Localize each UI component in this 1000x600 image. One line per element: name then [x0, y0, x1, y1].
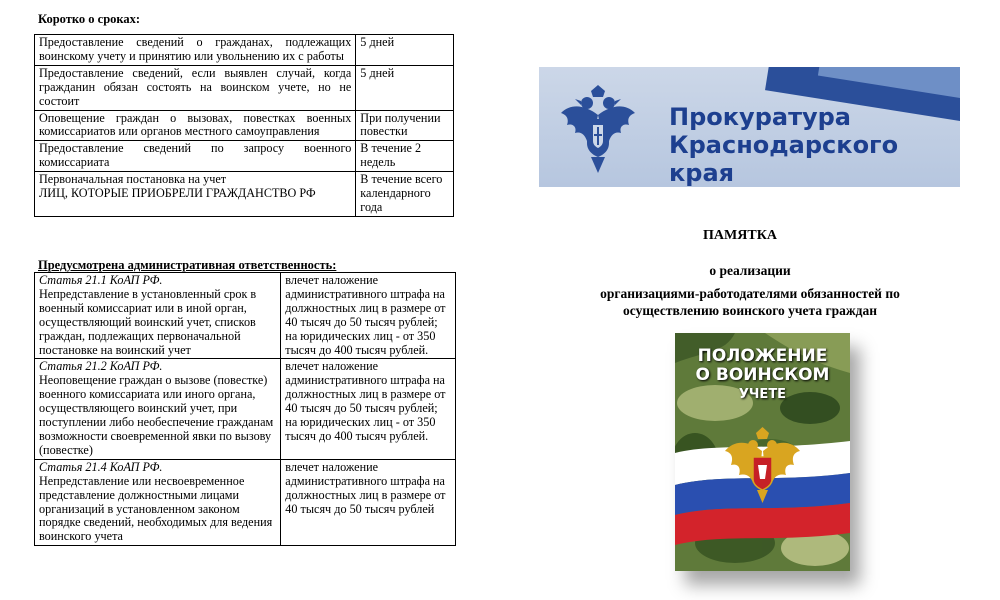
article-label: Статья 21.1 КоАП РФ. [39, 273, 163, 287]
table-row [35, 141, 454, 172]
book-title-line: УЧЕТЕ [738, 387, 787, 402]
penalties-heading: Предусмотрена административная ответственность: [38, 258, 337, 272]
term-description: Предоставление сведений, если выявлен случай, когда гражданин обязан состоять на воинском учете, но не состоит [35, 65, 356, 110]
left-page [0, 0, 480, 600]
violation-cell [35, 273, 281, 359]
term-description [35, 172, 356, 217]
table-row [35, 35, 454, 66]
banner-title [669, 103, 960, 187]
violation-text: Непредставление или несвоевременное представление должностными лицами организаций в установленном законом порядке сведений, необходимых для ведения воинского учета [39, 473, 273, 544]
book-title-line: О ВОИНСКОМ [695, 365, 830, 385]
table-row [35, 459, 456, 545]
memo-subtitle [520, 262, 980, 319]
article-label: Статья 21.2 КоАП РФ. [39, 359, 163, 374]
book-title [675, 347, 850, 404]
term-description: Оповещение граждан о вызовах, повестках военных комиссариатов или органов местного самоуправления [35, 110, 356, 141]
term-deadline: 5 дней [356, 35, 454, 66]
double-headed-eagle-icon [557, 85, 639, 175]
banner-title-line: Прокуратура [669, 103, 851, 131]
term-deadline: При получении повестки [356, 110, 454, 141]
prosecutor-banner [539, 67, 960, 187]
violation-text: Неоповещение граждан о вызове (повестке) военного комиссариата или иного органа, осуществляющего воинский учет, при поступлении либо необеспечение гражданам возможности своевременной явки по вызову (повестке) [39, 373, 274, 457]
memo-title: ПАМЯТКА [703, 228, 777, 243]
banner-title-line: Краснодарского края [669, 131, 899, 187]
terms-table [34, 34, 454, 217]
violation-cell [35, 459, 281, 545]
article-label: Статья 21.4 КоАП РФ. [39, 459, 163, 474]
table-row [35, 110, 454, 141]
term-deadline: В течение всего календарного года [356, 172, 454, 217]
penalty-text: влечет наложение административного штрафа на должностных лиц в размере от 40 тысяч до 50 тысяч рублей; на юридических лиц - от 350 тысяч до 400 тысяч рублей. [281, 273, 456, 359]
term-description-line: Первоначальная постановка на учет [39, 172, 227, 187]
term-description: Предоставление сведений о гражданах, подлежащих воинскому учету и принятию или увольнению их с работы [35, 35, 356, 66]
memo-subtitle-line: осуществлению воинского учета граждан [623, 303, 877, 318]
memo-subtitle-line: организациями-работодателями обязанностей по [600, 286, 900, 301]
terms-heading: Коротко о сроках: [38, 12, 141, 26]
memo-subtitle-line: о реализации [709, 263, 791, 278]
violation-text: Непредставление в установленный срок в военный комиссариат или в иной орган, осуществляющий воинский учет, списков граждан, подлежащих первоначальной постановке на воинский учет [39, 286, 257, 357]
table-row [35, 273, 456, 359]
penalties-table [34, 272, 456, 546]
regulation-book-cover [675, 333, 850, 571]
term-description-caps: ЛИЦ, КОТОРЫЕ ПРИОБРЕЛИ ГРАЖДАНСТВО РФ [39, 186, 316, 201]
table-row [35, 359, 456, 459]
violation-cell [35, 359, 281, 459]
term-deadline: В течение 2 недель [356, 141, 454, 172]
table-row [35, 172, 454, 217]
term-description: Предоставление сведений по запросу военного комиссариата [35, 141, 356, 172]
book-title-line: ПОЛОЖЕНИЕ [697, 346, 828, 366]
penalty-text: влечет наложение административного штрафа на должностных лиц в размере от 40 тысяч до 50 тысяч рублей; на юридических лиц - от 350 тысяч до 400 тысяч рублей. [281, 359, 456, 459]
penalty-text: влечет наложение административного штрафа на должностных лиц в размере от 40 тысяч до 50 тысяч рублей [281, 459, 456, 545]
right-page [480, 0, 1000, 600]
term-deadline: 5 дней [356, 65, 454, 110]
table-row [35, 65, 454, 110]
